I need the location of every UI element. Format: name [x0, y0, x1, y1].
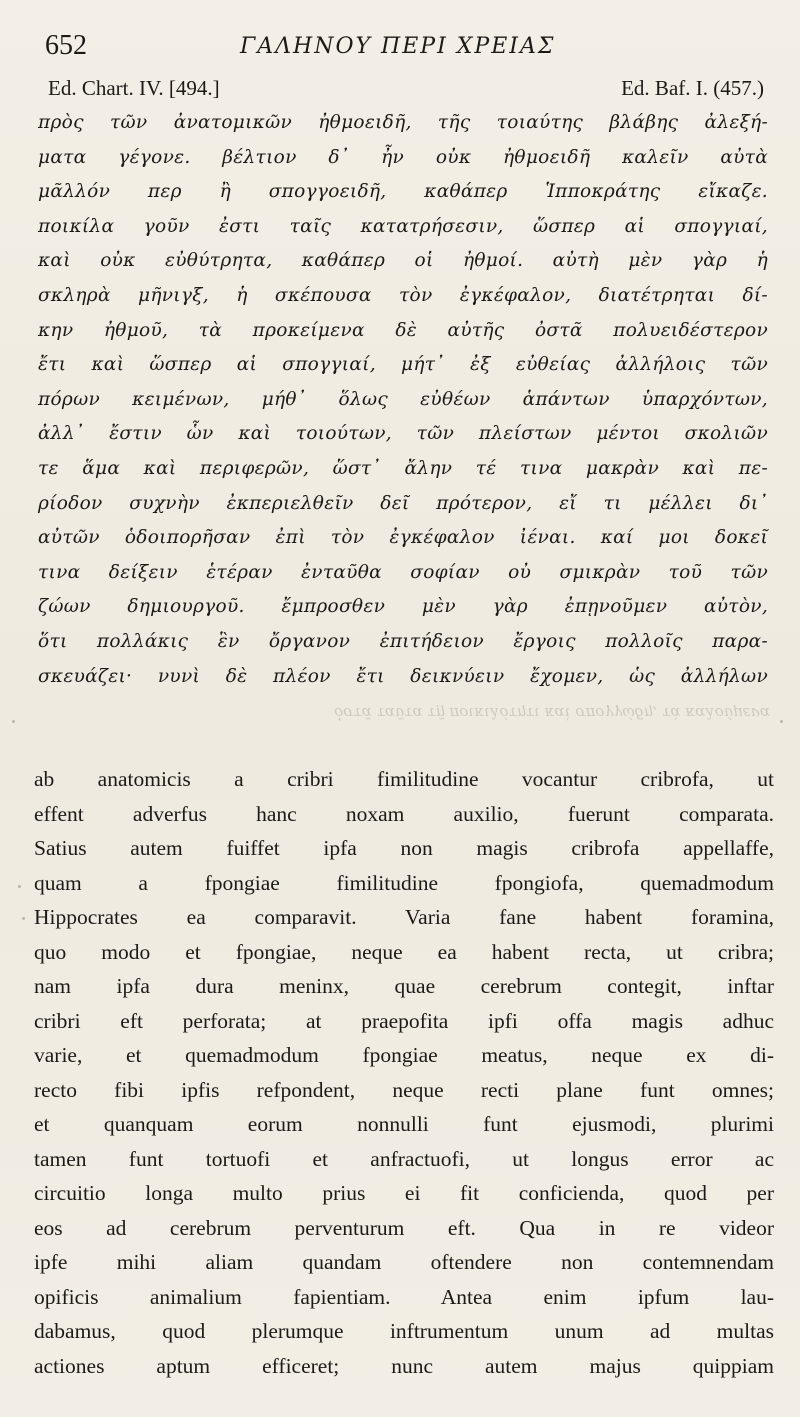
greek-line: ἔτι καὶ ὥσπερ αἱ σπογγιαί, μήτ᾽ ἐξ εὐθείας ἀλλήλοις τῶν — [38, 354, 768, 376]
running-title: ΓΑΛΗΝΟΥ ΠΕΡΙ ΧΡΕΙΑΣ — [240, 34, 556, 59]
latin-line: dabamus, quod plerumque inftrumentum unum ad multas — [34, 1319, 774, 1343]
edition-reference-left: Ed. Chart. IV. [494.] — [48, 76, 220, 100]
greek-line: κην ἠθμοῦ, τὰ προκείμενα δὲ αὐτῆς ὀστᾶ πολυειδέστερον — [38, 319, 768, 341]
greek-text-block — [38, 106, 768, 694]
greek-line: καὶ οὐκ εὐθύτρητα, καθάπερ οἱ ἠθμοί. αὐτὴ μὲν γὰρ ἡ — [38, 250, 768, 272]
greek-line: ὅτι πολλάκις ἓν ὄργανον ἐπιτήδειον ἔργοις πολλοῖς παρα- — [38, 630, 768, 652]
paper-speck — [22, 917, 25, 920]
page-number: 652 — [45, 30, 87, 61]
latin-line: Satius autem fuiffet ipfa non magis cribrofa appellaffe, — [34, 836, 774, 860]
greek-line: σκευάζει· νυνὶ δὲ πλέον ἔτι δεικνύειν ἔχομεν, ὡς ἀλλήλων — [38, 665, 768, 687]
latin-line: quam a fpongiae fimilitudine fpongiofa, quemadmodum — [34, 870, 774, 895]
bleed-through-text: ὀστᾶ ταῦτα τῇ ποικιλότητι καὶ σπογγώδη, τὰ καλούμενα — [334, 704, 770, 722]
latin-line: eos ad cerebrum perventurum eft. Qua in re videor — [34, 1215, 774, 1240]
greek-line: ἀλλ᾽ ἔστιν ὧν καὶ τοιούτων, τῶν πλείστων μέντοι σκολιῶν — [38, 423, 768, 445]
latin-line: cribri eft perforata; at praepofita ipfi offa magis adhuc — [34, 1008, 774, 1033]
latin-line: recto fibi ipfis refpondent, neque recti plane funt omnes; — [34, 1077, 774, 1102]
latin-line: tamen funt tortuofi et anfractuofi, ut longus error ac — [34, 1146, 774, 1171]
greek-line: ποικίλα γοῦν ἐστι ταῖς κατατρήσεσιν, ὥσπερ αἱ σπογγιαί, — [38, 215, 768, 237]
greek-line: ζώων δημιουργοῦ. ἔμπροσθεν μὲν γὰρ ἐπῃνοῦμεν αὐτὸν, — [38, 596, 768, 618]
greek-line: ματα γέγονε. βέλτιον δ᾽ ἦν οὐκ ἠθμοειδῆ καλεῖν αὐτὰ — [38, 146, 768, 168]
edition-reference-line — [0, 76, 800, 106]
latin-line: et quanquam eorum nonnulli funt ejusmodi, plurimi — [34, 1112, 774, 1136]
paper-speck — [12, 720, 15, 723]
greek-line: σκληρὰ μῆνιγξ, ἡ σκέπουσα τὸν ἐγκέφαλον, διατέτρηται δί- — [38, 284, 768, 306]
latin-line: ab anatomicis a cribri fimilitudine vocantur cribrofa, ut — [34, 767, 774, 791]
latin-line: Hippocrates ea comparavit. Varia fane habent foramina, — [34, 905, 774, 929]
greek-line: τινα δείξειν ἑτέραν ἐνταῦθα σοφίαν οὐ σμικρὰν τοῦ τῶν — [38, 561, 768, 583]
latin-line: varie, et quemadmodum fpongiae meatus, neque ex di- — [34, 1043, 774, 1067]
latin-line: nam ipfa dura meninx, quae cerebrum contegit, inftar — [34, 974, 774, 998]
latin-line: actiones aptum efficeret; nunc autem majus quippiam — [34, 1353, 774, 1378]
edition-reference-right: Ed. Baf. I. (457.) — [621, 76, 764, 100]
greek-line: ρίοδον συχνὴν ἐκπεριελθεῖν δεῖ πρότερον, εἴ τι μέλλει δι᾽ — [38, 492, 768, 514]
greek-line: τε ἅμα καὶ περιφερῶν, ὥστ᾽ ἄλην τέ τινα μακρὰν καὶ πε- — [38, 457, 768, 479]
latin-line: circuitio longa multo prius ei fit conficienda, quod per — [34, 1181, 774, 1205]
greek-line: πρὸς τῶν ἀνατομικῶν ἠθμοειδῆ, τῆς τοιαύτης βλάβης ἀλεξή- — [38, 112, 768, 133]
greek-line: αὐτῶν ὁδοιπορῆσαν ἐπὶ τὸν ἐγκέφαλον ἰέναι. καί μοι δοκεῖ — [38, 527, 768, 549]
paper-speck — [18, 885, 21, 888]
latin-line: opificis animalium fapientiam. Antea enim ipfum lau- — [34, 1284, 774, 1309]
greek-line: μᾶλλόν περ ἢ σπογγοειδῆ, καθάπερ Ἱπποκράτης εἴκαζε. — [38, 181, 768, 203]
latin-line: ipfe mihi aliam quandam oftendere non contemnendam — [34, 1250, 774, 1274]
latin-text-block — [34, 762, 774, 1383]
latin-line: quo modo et fpongiae, neque ea habent recta, ut cribra; — [34, 939, 774, 964]
running-head — [0, 26, 800, 66]
greek-line: πόρων κειμένων, μήθ᾽ ὅλως εὐθέων ἁπάντων ὑπαρχόντων, — [38, 388, 768, 410]
paper-speck — [780, 720, 783, 723]
latin-line: effent adverfus hanc noxam auxilio, fuerunt comparata. — [34, 801, 774, 826]
